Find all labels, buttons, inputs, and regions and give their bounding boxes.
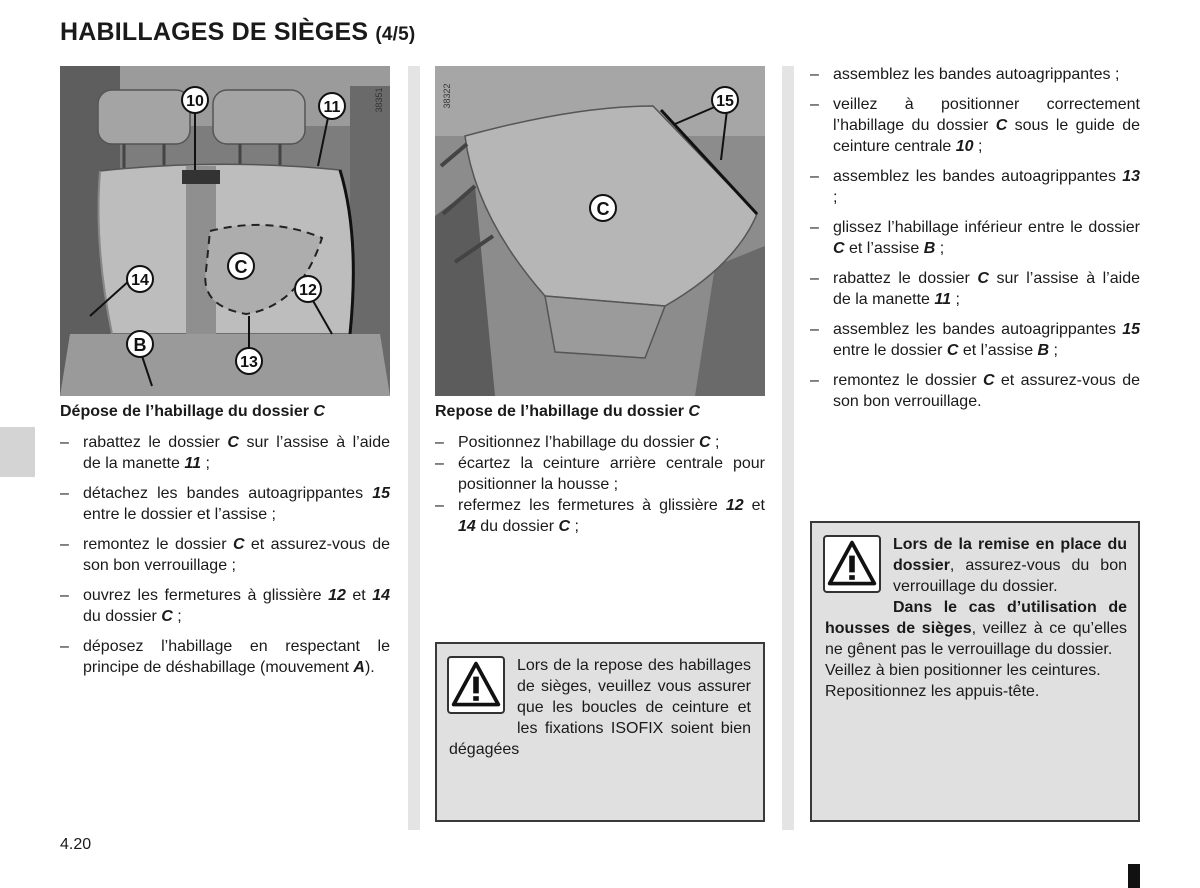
reference-mark: A xyxy=(353,659,365,676)
refit-title: Repose de l’habillage du dossier C xyxy=(435,403,700,420)
step-text: et xyxy=(743,497,766,514)
step-item xyxy=(60,636,390,678)
svg-text:14: 14 xyxy=(131,272,149,289)
svg-text:13: 13 xyxy=(240,354,258,371)
step-item xyxy=(810,319,1140,361)
step-text: et xyxy=(345,587,373,604)
page-number: 4.20 xyxy=(60,836,92,853)
warning-box-seat-covers xyxy=(435,642,765,822)
step-text: et l’assise xyxy=(844,240,924,257)
section-tab xyxy=(0,427,35,477)
column-divider-2 xyxy=(782,66,794,830)
warning-2-text xyxy=(825,534,1127,702)
step-item xyxy=(60,432,390,474)
step-text: ; xyxy=(201,455,210,472)
step-item xyxy=(810,268,1140,310)
reference-mark: C xyxy=(995,117,1008,134)
step-text: remontez le dossier xyxy=(83,536,233,553)
reference-mark: 12 xyxy=(328,587,346,604)
step-text: sur l’assise à l’aide de la manette xyxy=(83,434,390,472)
reference-mark: C xyxy=(232,536,245,553)
reference-mark: C xyxy=(977,270,989,287)
svg-text:C: C xyxy=(596,199,610,219)
step-text: veillez à positionner correctement l’habillage du dossier xyxy=(833,96,1140,134)
step-text: déposez l’habillage en respectant le principe de déshabillage (mouvement xyxy=(83,638,390,676)
step-item xyxy=(810,217,1140,259)
step-text: détachez les bandes autoagrippantes xyxy=(83,485,373,502)
callout-B xyxy=(127,331,153,357)
reference-mark: 13 xyxy=(1122,168,1140,185)
reference-mark: 11 xyxy=(934,291,952,308)
removal-steps-list xyxy=(60,432,390,687)
step-text: et l’assise xyxy=(958,342,1038,359)
column-divider-1 xyxy=(408,66,420,830)
svg-text:10: 10 xyxy=(186,93,204,110)
callout-12 xyxy=(295,276,321,302)
reference-mark: B xyxy=(1037,342,1050,359)
refit-steps-list xyxy=(435,432,765,537)
step-text: ; xyxy=(951,291,960,308)
step-text: assemblez les bandes autoagrippantes ; xyxy=(833,66,1120,83)
step-text: écartez la ceinture arrière centrale pour positionner la housse ; xyxy=(458,455,765,493)
warning-2-paragraph-2: Dans le cas d’utilisation de housses de sièges, veillez à ce qu’elles ne gênent pas le verrouillage du dossier. xyxy=(825,599,1127,658)
callout-13 xyxy=(236,348,262,374)
step-item xyxy=(435,495,765,537)
step-item xyxy=(810,64,1140,85)
svg-text:C: C xyxy=(234,257,248,277)
step-text: ; xyxy=(570,518,579,535)
step-item xyxy=(810,370,1140,412)
svg-text:B: B xyxy=(133,335,147,355)
seat-back-illustration xyxy=(60,66,390,396)
step-text: et assurez-vous de son bon verrouillage ; xyxy=(83,536,391,574)
reference-mark: 11 xyxy=(184,455,202,472)
step-text: ouvrez les fermetures à glissière xyxy=(83,587,329,604)
warning-2-paragraph-3: Veillez à bien positionner les ceintures. xyxy=(825,662,1101,679)
step-item xyxy=(60,483,390,525)
reference-mark: C xyxy=(833,240,845,257)
reference-mark: 15 xyxy=(372,485,390,502)
step-text: ; xyxy=(710,434,720,451)
reference-mark: C xyxy=(699,434,711,451)
reference-mark: C xyxy=(227,434,239,451)
title-part: (4/5) xyxy=(375,24,416,45)
figure-ref-38351: 38351 xyxy=(374,87,384,113)
callout-C xyxy=(228,253,254,279)
step-text: ; xyxy=(833,189,838,206)
callout-11 xyxy=(319,93,345,119)
step-text: ; xyxy=(172,608,182,625)
page-corner-mark xyxy=(1128,864,1140,888)
warning-2-paragraph-1: Lors de la remise en place du dossier, assurez-vous du bon verrouillage du dossier. xyxy=(893,536,1127,595)
warning-box-backrest-locking xyxy=(810,521,1140,822)
step-item xyxy=(60,585,390,627)
step-text: remontez le dossier xyxy=(833,372,983,389)
figure-ref-38322: 38322 xyxy=(442,83,452,109)
title-text: HABILLAGES DE SIÈGES xyxy=(60,18,369,46)
svg-text:11: 11 xyxy=(323,99,341,116)
reference-mark: C xyxy=(558,518,571,535)
step-text: rabattez le dossier xyxy=(833,270,978,287)
page-title xyxy=(60,18,415,47)
step-item xyxy=(810,166,1140,208)
step-text: sur l’assise à l’aide de la manette xyxy=(833,270,1140,308)
step-text: du dossier xyxy=(475,518,559,535)
step-item xyxy=(435,432,765,453)
reference-mark: 10 xyxy=(955,138,974,155)
step-text: ; xyxy=(1049,342,1058,359)
step-text: du dossier xyxy=(83,608,162,625)
step-text: Positionnez l’habillage du dossier xyxy=(458,434,700,451)
step-text: glissez l’habillage inférieur entre le dossier xyxy=(833,219,1140,236)
warning-1-text: Lors de la repose des habillages de sièges, veuillez vous assurer que les boucles de ceinture et les fixations ISOFIX soient bien dégagées xyxy=(449,657,751,758)
step-text: ; xyxy=(935,240,945,257)
reference-mark: B xyxy=(923,240,936,257)
step-text: assemblez les bandes autoagrippantes xyxy=(833,168,1123,185)
warning-2-paragraph-4: Repositionnez les appuis-tête. xyxy=(825,683,1040,700)
step-text: et assurez-vous de son bon verrouillage. xyxy=(833,372,1141,410)
step-text: sous le guide de ceinture centrale xyxy=(833,117,1141,155)
refit-continued-steps-list xyxy=(810,64,1140,421)
folded-seat-illustration xyxy=(435,66,765,396)
reference-mark: C xyxy=(946,342,959,359)
step-text: rabattez le dossier xyxy=(83,434,228,451)
step-item xyxy=(60,534,390,576)
step-text: ; xyxy=(973,138,983,155)
reference-mark: 15 xyxy=(1122,321,1140,338)
reference-mark: 12 xyxy=(725,497,744,514)
callout-10 xyxy=(182,87,208,113)
figure-folded-seat xyxy=(435,66,765,396)
step-item xyxy=(810,94,1140,157)
step-text: entre le dossier et l’assise ; xyxy=(83,506,276,523)
step-text: assemblez les bandes autoagrippantes xyxy=(833,321,1123,338)
callout-C xyxy=(590,195,616,221)
removal-title: Dépose de l’habillage du dossier C xyxy=(60,403,325,420)
step-item xyxy=(435,453,765,495)
step-text: refermez les fermetures à glissière xyxy=(458,497,726,514)
svg-text:12: 12 xyxy=(299,282,317,299)
svg-text:15: 15 xyxy=(716,93,734,110)
reference-mark: 14 xyxy=(458,518,476,535)
reference-mark: C xyxy=(982,372,995,389)
reference-mark: 14 xyxy=(372,587,391,604)
step-text: entre le dossier xyxy=(833,342,947,359)
step-text: ). xyxy=(364,659,375,676)
figure-seat-back xyxy=(60,66,390,396)
reference-mark: C xyxy=(161,608,173,625)
callout-15 xyxy=(712,87,738,113)
callout-14 xyxy=(127,266,153,292)
